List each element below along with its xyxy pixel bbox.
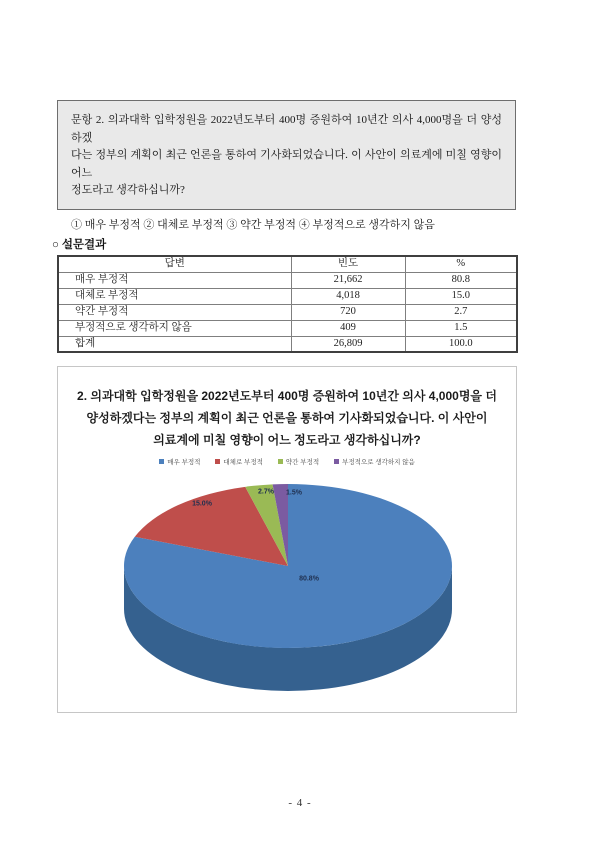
table-row [58,320,517,336]
table-row [58,288,517,304]
table-cell: 720 [291,304,405,320]
table-cell: 약간 부정적 [58,304,291,320]
pie-slice-label: 1.5% [286,489,302,497]
table-cell: 21,662 [291,272,405,288]
question-line: 정도라고 생각하십니까? [71,184,185,196]
table-row [58,304,517,320]
pie-slice-label: 2.7% [258,488,274,496]
pie-3d-chart [58,367,516,712]
header-frequency: 빈도 [291,256,405,272]
header-answer: 답변 [58,256,291,272]
table-header-row [58,256,517,272]
table-row [58,272,517,288]
chart-title-line: 의료계에 미칠 영향이 어느 정도라고 생각하십니까? [153,433,421,447]
table-cell: 합계 [58,336,291,352]
table-cell: 2.7 [405,304,517,320]
table-cell: 100.0 [405,336,517,352]
chart-title-line: 2. 의과대학 입학정원을 2022년도부터 400명 증원하여 10년간 의사 4,000명을 더 [77,389,497,403]
table-cell: 매우 부정적 [58,272,291,288]
legend-label: 약간 부정적 [285,459,320,466]
table-cell: 15.0 [405,288,517,304]
page-number: - 4 - [288,797,312,809]
question-line: 문항 2. 의과대학 입학정원을 2022년도부터 400명 증원하여 10년간 의사 4,000명을 더 양성하겠 [71,114,502,144]
table-cell: 부정적으로 생각하지 않음 [58,320,291,336]
pie-slice-label: 80.8% [299,575,319,583]
table-cell: 1.5 [405,320,517,336]
legend-label: 대체로 부정적 [223,459,263,466]
question-options: ① 매우 부정적 ② 대체로 부정적 ③ 약간 부정적 ④ 부정적으로 생각하지 않음 [71,218,435,231]
pie-chart-panel [57,366,517,713]
legend-label: 매우 부정적 [167,459,201,466]
table-cell: 409 [291,320,405,336]
table-cell: 80.8 [405,272,517,288]
table-row-total [58,336,517,352]
pie-slice-label: 15.0% [192,500,212,508]
results-table [57,255,518,353]
question-box [57,100,516,231]
table-cell: 대체로 부정적 [58,288,291,304]
header-percent: % [405,256,517,272]
section-heading: ○ 설문결과 [52,239,107,251]
table-cell: 26,809 [291,336,405,352]
legend-label: 부정적으로 생각하지 않음 [342,459,415,466]
chart-title-line: 양성하겠다는 정부의 계획이 최근 언론을 통하여 기사화되었습니다. 이 사안이 [86,411,488,425]
question-line: 다는 정부의 계획이 최근 언론을 통하여 기사화되었습니다. 이 사안이 의료계에 미칠 영향이 어느 [71,149,502,179]
table-cell: 4,018 [291,288,405,304]
